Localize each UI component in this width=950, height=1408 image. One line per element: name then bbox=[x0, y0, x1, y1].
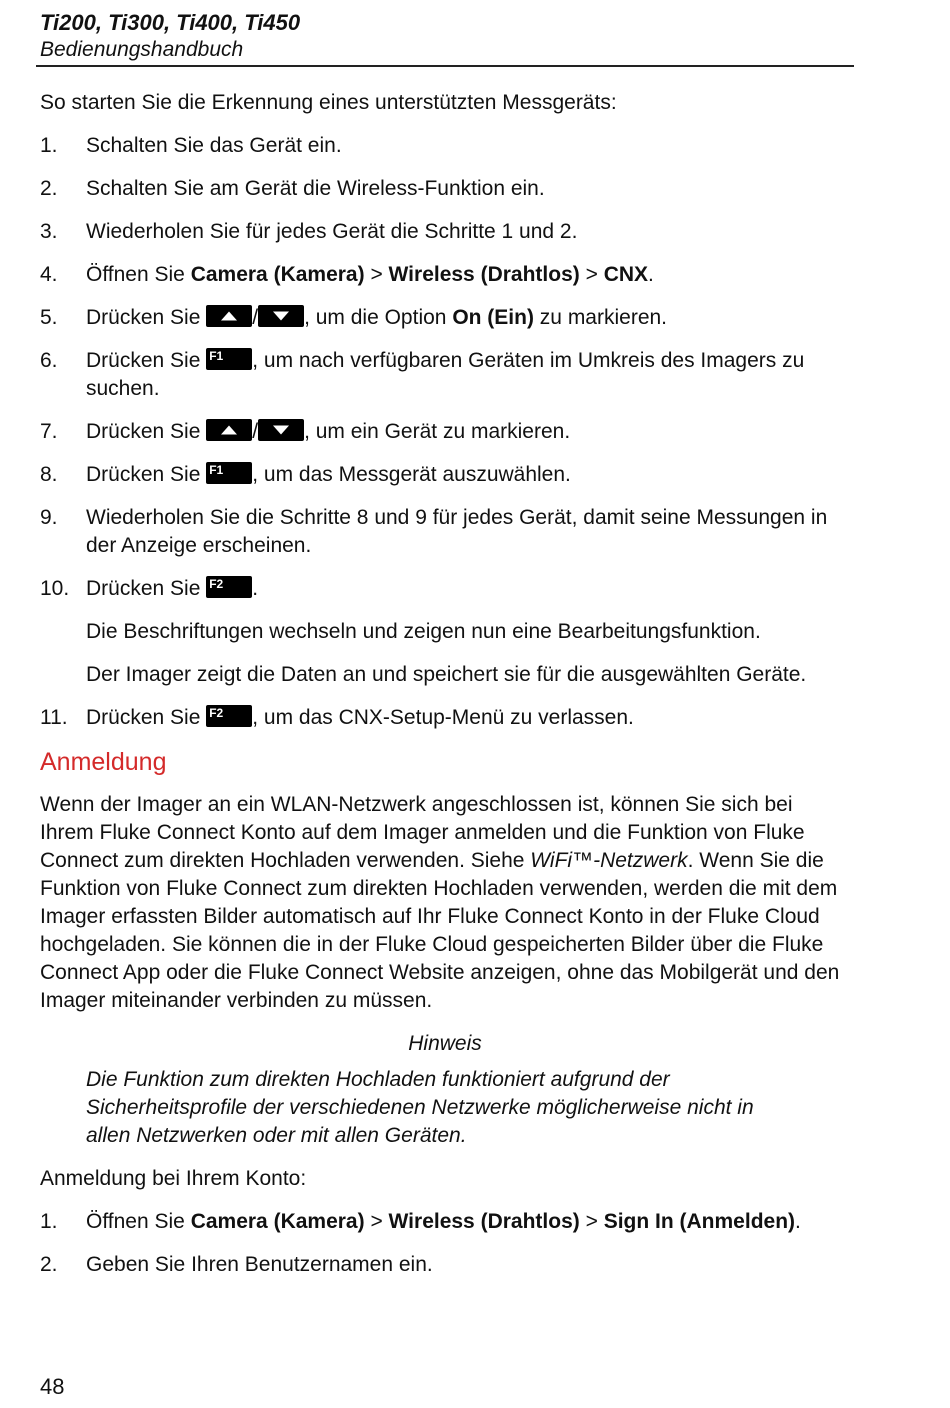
note-label: Hinweis bbox=[408, 1032, 482, 1055]
step-text: Geben Sie Ihren Benutzernamen ein. bbox=[86, 1253, 433, 1276]
body-text: Wenn der Imager an ein WLAN-Netzwerk angeschlossen ist, können Sie sich bei Ihrem Fluke Connect Konto auf dem Imager anmelden und die Funktion von Fluke Connect zum direkten Hochladen verwenden. Siehe bbox=[40, 793, 805, 872]
step-text: Drücken Sie bbox=[86, 706, 207, 729]
menu-path-cnx: CNX bbox=[603, 263, 649, 286]
step-number: 7. bbox=[40, 420, 58, 443]
login-intro: Anmeldung bei Ihrem Konto: bbox=[40, 1167, 307, 1190]
step-text: , um nach verfügbaren Geräten im Umkreis des Imagers zu suchen. bbox=[86, 349, 805, 400]
note-text: Die Funktion zum direkten Hochladen funktioniert aufgrund der Sicherheitsprofile der verschiedenen Netzwerke möglicherweise nicht in allen Netzwerken oder mit allen Geräten. bbox=[86, 1068, 754, 1147]
down-arrow-key-icon bbox=[258, 419, 304, 441]
f2-key-icon: F2 bbox=[206, 705, 252, 727]
list-item-step-6 bbox=[40, 347, 840, 403]
step-text: Wiederholen Sie die Schritte 8 und 9 für jedes Gerät, damit seine Messungen in der Anzeige erscheinen. bbox=[86, 506, 828, 557]
step-text: Drücken Sie bbox=[86, 577, 207, 600]
key-separator: / bbox=[252, 420, 259, 443]
page-number: 48 bbox=[40, 1374, 65, 1399]
step-text: Drücken Sie bbox=[86, 463, 207, 486]
list-item-step-3 bbox=[40, 218, 840, 246]
list-item-step-9 bbox=[40, 504, 840, 560]
step-number: 4. bbox=[40, 263, 58, 286]
header-divider bbox=[36, 65, 854, 67]
step-number: 2. bbox=[40, 1253, 58, 1276]
body-text: . Wenn Sie die Funktion von Fluke Connect zum direkten Hochladen verwenden, werden die mit dem Imager erfassten Bilder automatisch auf Ihr Fluke Connect Konto in der Fluke Cloud hochgeladen. Sie können die in der Fluke Cloud gespeicherten Bilder über die Fluke Connect App oder die Fluke Connect Website anzeigen, ohne das Mobilgerät und den Imager miteinander verbinden zu müssen. bbox=[40, 849, 840, 1012]
list-item-step-8 bbox=[40, 461, 840, 489]
menu-path-sign-in: Sign In (Anmelden) bbox=[603, 1210, 796, 1233]
step-text: Drücken Sie bbox=[86, 306, 207, 329]
step-text: Drücken Sie bbox=[86, 349, 207, 372]
step-text: Drücken Sie bbox=[86, 420, 207, 443]
step-text: , um ein Gerät zu markieren. bbox=[304, 420, 571, 443]
path-separator: > bbox=[579, 1210, 604, 1233]
list-item-step-7 bbox=[40, 418, 840, 446]
step-number: 2. bbox=[40, 177, 58, 200]
key-separator: / bbox=[252, 306, 259, 329]
option-on: On (Ein) bbox=[452, 306, 534, 329]
list-item-login-2 bbox=[40, 1251, 840, 1279]
step-number: 3. bbox=[40, 220, 58, 243]
step-text-end: zu markieren. bbox=[533, 306, 668, 329]
page-content bbox=[40, 89, 840, 1294]
list-item-step-4 bbox=[40, 261, 840, 289]
step-text-end: . bbox=[795, 1210, 801, 1233]
step-text: Schalten Sie am Gerät die Wireless-Funktion ein. bbox=[86, 177, 545, 200]
up-arrow-key-icon bbox=[206, 419, 252, 441]
menu-path-wireless: Wireless (Drahtlos) bbox=[388, 1210, 580, 1233]
step-10-result-1: Die Beschriftungen wechseln und zeigen nun eine Bearbeitungsfunktion. bbox=[86, 620, 761, 643]
path-separator: > bbox=[364, 1210, 389, 1233]
f1-key-icon: F1 bbox=[206, 348, 252, 370]
step-number: 1. bbox=[40, 134, 58, 157]
list-item-login-1 bbox=[40, 1208, 840, 1236]
intro-text: So starten Sie die Erkennung eines unterstützten Messgeräts: bbox=[40, 91, 617, 114]
list-item-step-5 bbox=[40, 304, 840, 332]
step-text: Öffnen Sie bbox=[86, 1210, 191, 1233]
down-arrow-key-icon bbox=[258, 305, 304, 327]
list-item-step-10 bbox=[40, 575, 840, 603]
step-number: 5. bbox=[40, 306, 58, 329]
step-text: Wiederholen Sie für jedes Gerät die Schritte 1 und 2. bbox=[86, 220, 578, 243]
step-text: , um das Messgerät auszuwählen. bbox=[252, 463, 571, 486]
step-text-end: . bbox=[648, 263, 654, 286]
step-text: , um das CNX-Setup-Menü zu verlassen. bbox=[252, 706, 634, 729]
f1-key-icon: F1 bbox=[206, 462, 252, 484]
path-separator: > bbox=[579, 263, 604, 286]
document-title: Ti200, Ti300, Ti400, Ti450 bbox=[40, 10, 301, 35]
f2-key-icon: F2 bbox=[206, 576, 252, 598]
list-item-step-2 bbox=[40, 175, 840, 203]
step-number: 11. bbox=[40, 706, 68, 729]
menu-path-wireless: Wireless (Drahtlos) bbox=[388, 263, 580, 286]
step-number: 10. bbox=[40, 577, 70, 600]
menu-path-camera: Camera (Kamera) bbox=[190, 1210, 365, 1233]
step-10-result-2: Der Imager zeigt die Daten an und speichert sie für die ausgewählten Geräte. bbox=[86, 663, 807, 686]
step-text: Öffnen Sie bbox=[86, 263, 191, 286]
section-heading: Anmeldung bbox=[40, 748, 167, 776]
menu-path-camera: Camera (Kamera) bbox=[190, 263, 365, 286]
step-text: Schalten Sie das Gerät ein. bbox=[86, 134, 342, 157]
document-subtitle: Bedienungshandbuch bbox=[40, 38, 244, 61]
section-body bbox=[40, 791, 840, 1015]
step-number: 1. bbox=[40, 1210, 58, 1233]
step-text-end: . bbox=[252, 577, 259, 600]
step-number: 8. bbox=[40, 463, 58, 486]
step-text: , um die Option bbox=[304, 306, 453, 329]
step-number: 9. bbox=[40, 506, 58, 529]
list-item-step-11 bbox=[40, 704, 840, 732]
path-separator: > bbox=[364, 263, 389, 286]
list-item-step-1 bbox=[40, 132, 840, 160]
cross-reference-link[interactable]: WiFi™-Netzwerk bbox=[530, 849, 688, 872]
step-number: 6. bbox=[40, 349, 58, 372]
up-arrow-key-icon bbox=[206, 305, 252, 327]
